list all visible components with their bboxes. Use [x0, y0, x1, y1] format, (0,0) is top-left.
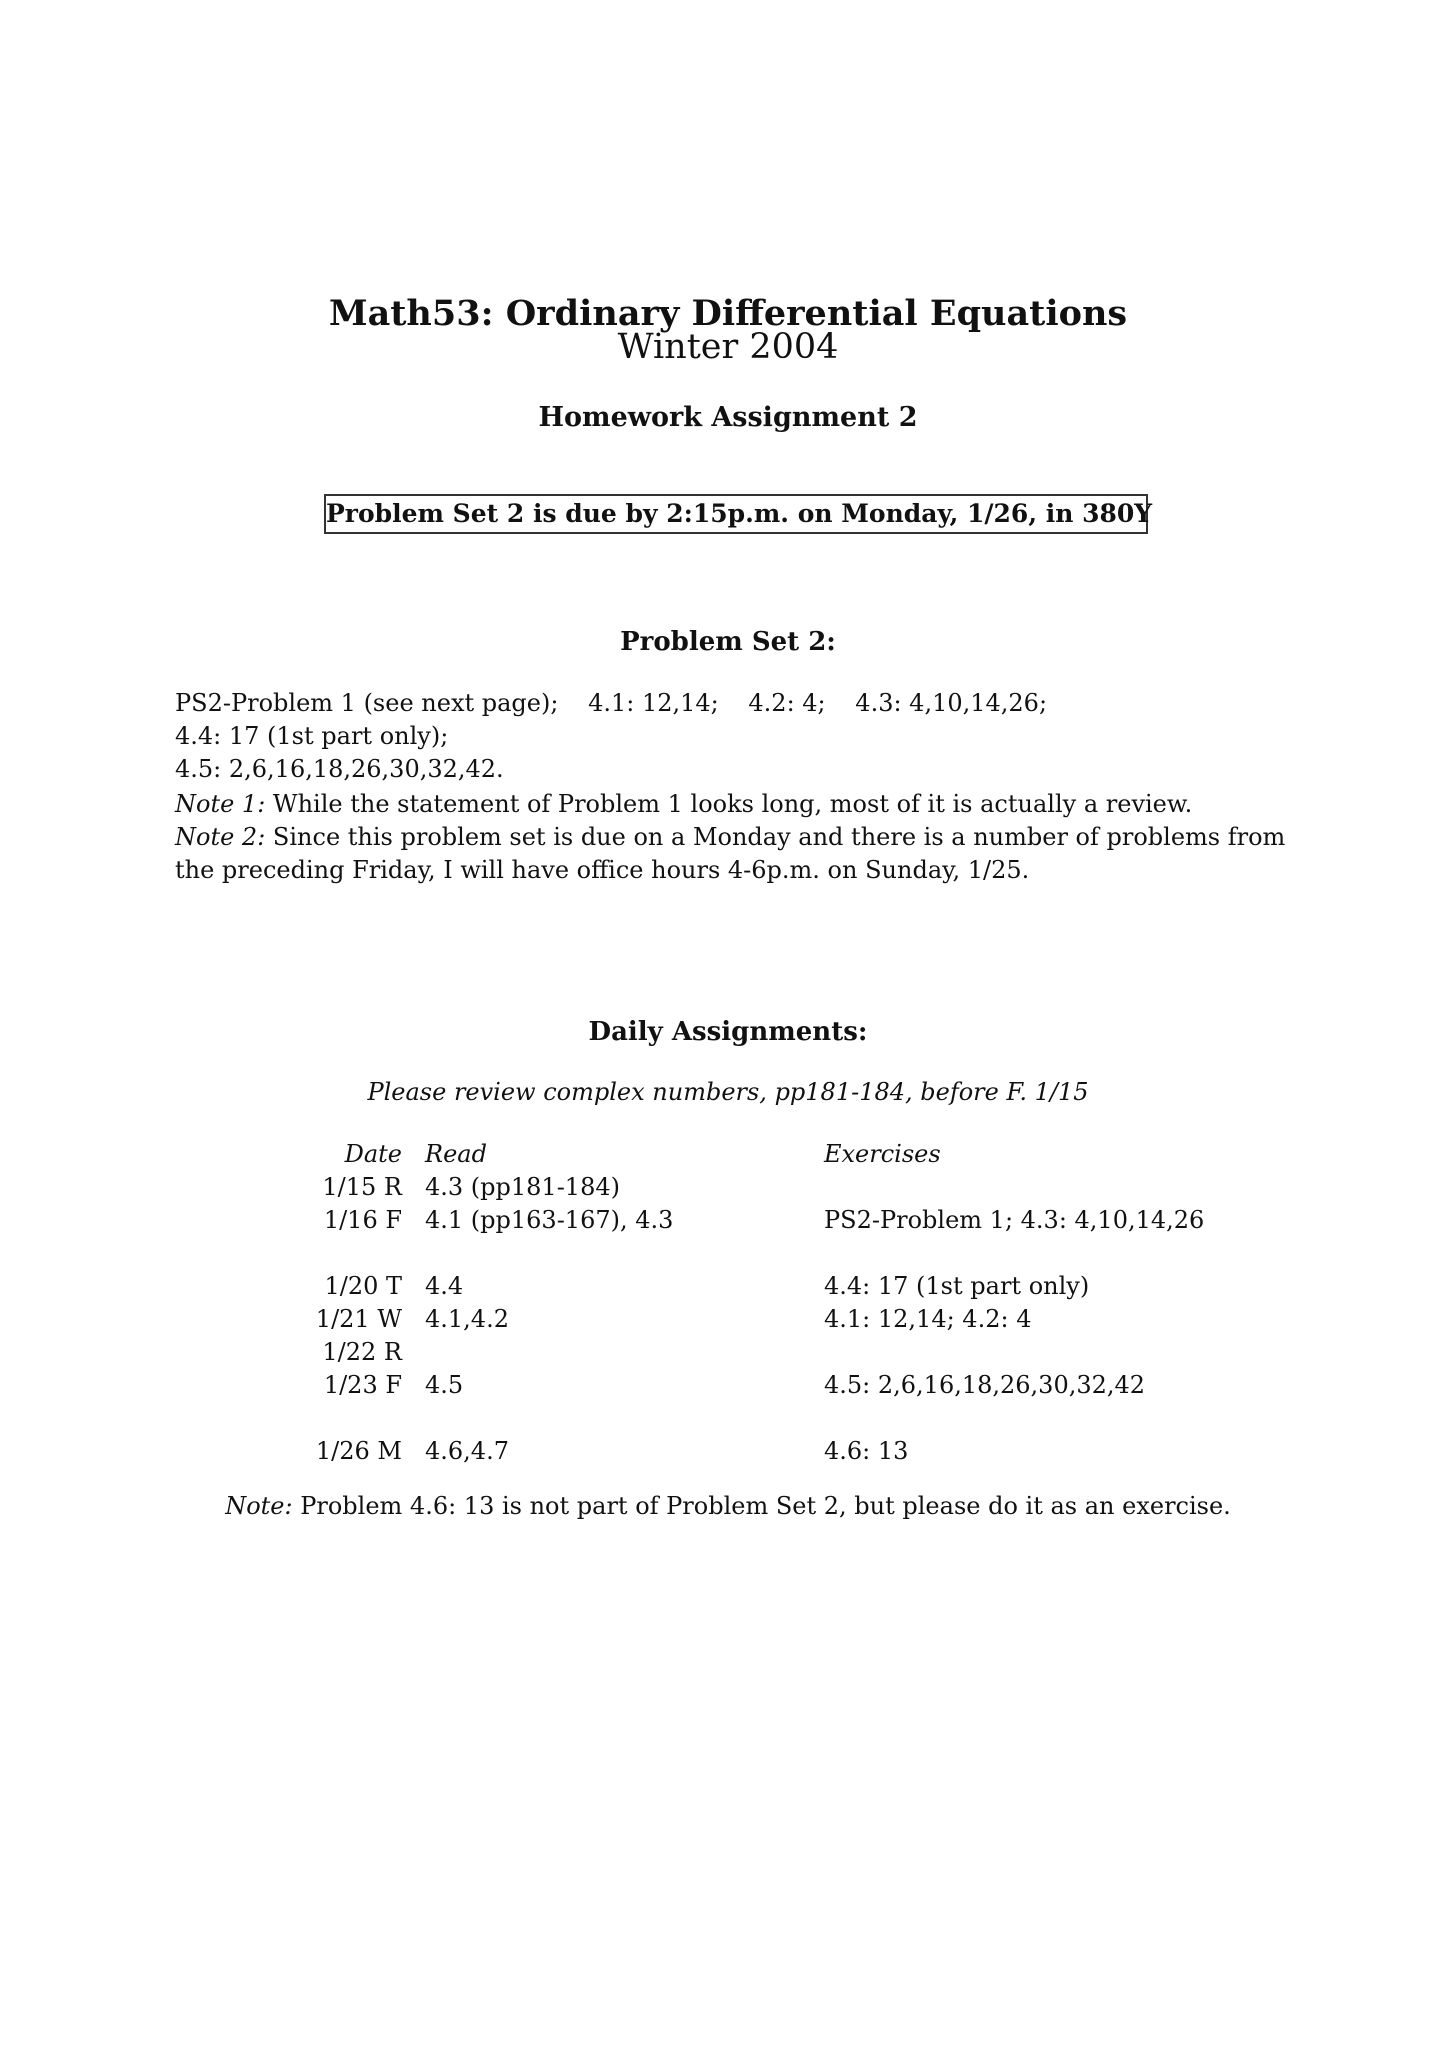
row-read: 4.1 (pp163-167), 4.3 [425, 1206, 674, 1234]
note-label: Note 1: [175, 790, 266, 818]
row-date: 1/20 T [324, 1272, 402, 1300]
note-label: Note 2: [175, 823, 266, 851]
row-exercises: 4.1: 12,14; 4.2: 4 [824, 1305, 1032, 1333]
row-date: 1/23 F [323, 1371, 402, 1399]
review-note: Please review complex numbers, pp181-184, before F. 1/15 [367, 1078, 1089, 1106]
exercise-note [0, 1492, 1456, 1520]
note-text: While the statement of Problem 1 looks long, most of it is actually a review. [272, 790, 1193, 818]
course-title: Math53: Ordinary Differential Equations [328, 293, 1128, 334]
note-2 [175, 821, 1320, 887]
problem-item: 4.3: 4,10,14,26; [855, 689, 1048, 717]
problem-item: 4.1: 12,14; [588, 689, 719, 717]
note-text: Since this problem set is due on a Monday and there is a number of problems from the preceding Friday, I will have office hours 4-6p.m. on Sunday, 1/25. [175, 823, 1286, 884]
problem-set-list [175, 687, 1315, 786]
row-date: 1/15 R [322, 1173, 402, 1201]
row-exercises: 4.4: 17 (1st part only) [824, 1272, 1090, 1300]
row-date: 1/21 W [315, 1305, 402, 1333]
column-header-exercises: Exercises [824, 1140, 941, 1168]
problem-item: 4.2: 4; [748, 689, 826, 717]
row-date: 1/26 M [315, 1437, 402, 1465]
due-date-notice: Problem Set 2 is due by 2:15p.m. on Monday, 1/26, in 380Y [324, 494, 1148, 534]
note-label: Note: [225, 1492, 293, 1520]
row-exercises: 4.5: 2,6,16,18,26,30,32,42 [824, 1371, 1146, 1399]
problem-item: 4.4: 17 (1st part only); [175, 722, 449, 750]
column-header-read: Read [425, 1140, 487, 1168]
row-exercises: 4.6: 13 [824, 1437, 909, 1465]
problem-set-heading: Problem Set 2: [620, 627, 836, 657]
row-read: 4.1,4.2 [425, 1305, 509, 1333]
assignment-title: Homework Assignment 2 [538, 402, 918, 433]
problem-item: PS2-Problem 1 (see next page); [175, 689, 559, 717]
row-read: 4.5 [425, 1371, 464, 1399]
column-header-date: Date [344, 1140, 402, 1168]
row-date: 1/16 F [323, 1206, 402, 1234]
daily-assignments-heading: Daily Assignments: [588, 1017, 868, 1047]
row-exercises: PS2-Problem 1; 4.3: 4,10,14,26 [824, 1206, 1205, 1234]
row-date: 1/22 R [322, 1338, 402, 1366]
note-text: Problem 4.6: 13 is not part of Problem Set 2, but please do it as an exercise. [300, 1492, 1231, 1520]
note-1 [175, 788, 1320, 821]
problem-item: 4.5: 2,6,16,18,26,30,32,42. [175, 755, 504, 783]
row-read: 4.6,4.7 [425, 1437, 509, 1465]
row-read: 4.4 [425, 1272, 464, 1300]
term-title: Winter 2004 [617, 327, 839, 367]
row-read: 4.3 (pp181-184) [425, 1173, 620, 1201]
problem-set-notes [175, 788, 1320, 887]
